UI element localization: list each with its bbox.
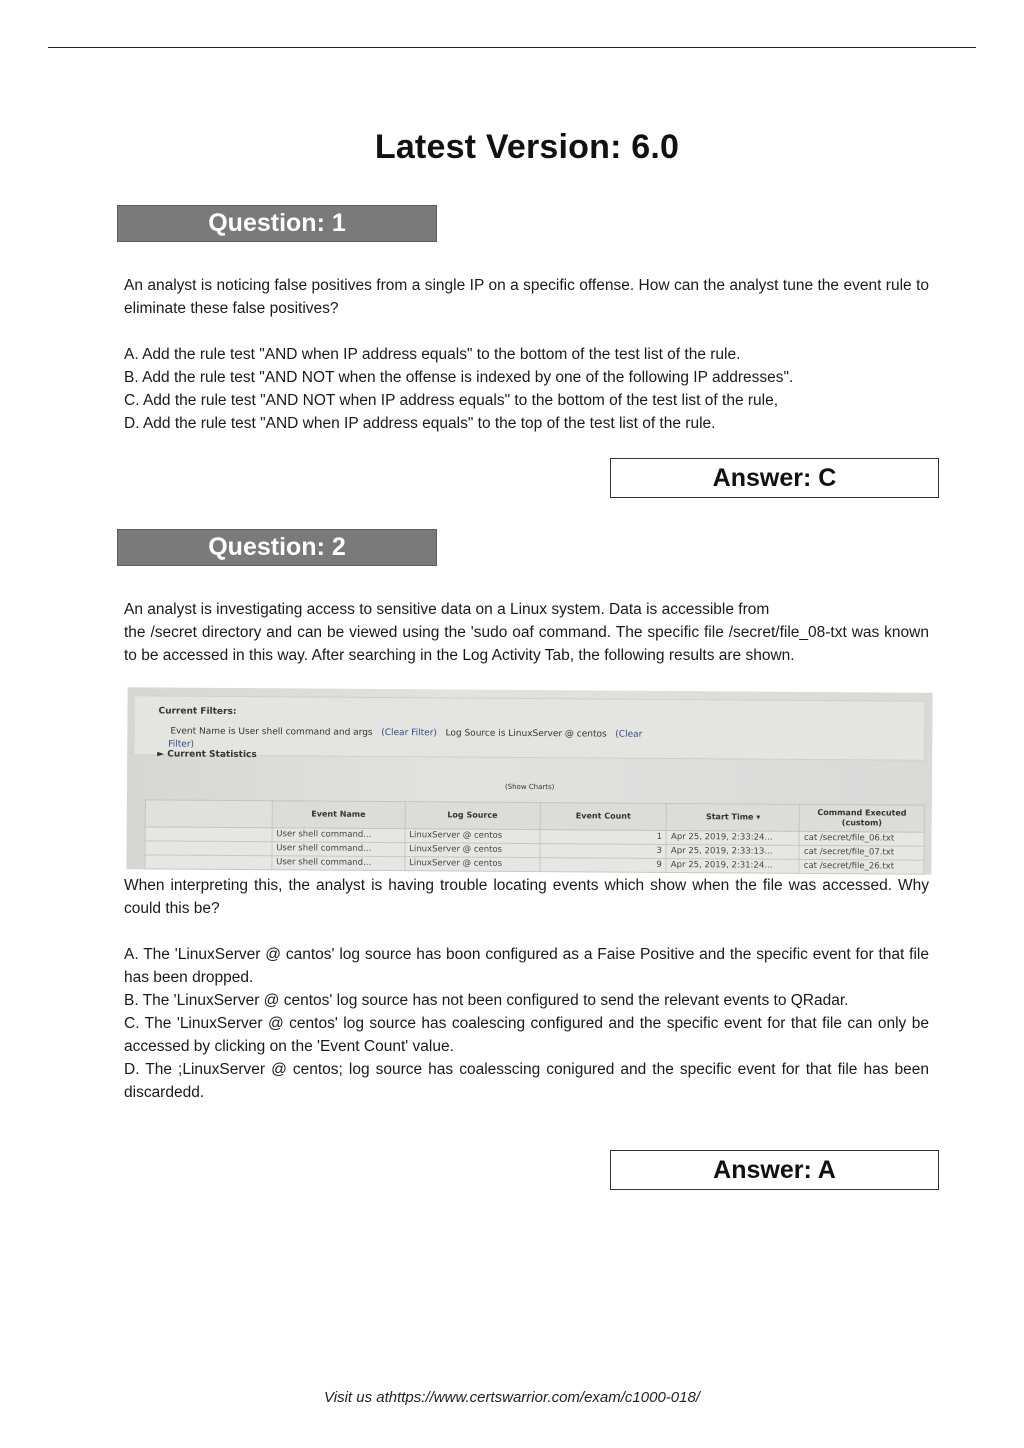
question-1-option-c: C. Add the rule test "AND NOT when IP address equals" to the bottom of the test list of the rule, bbox=[124, 392, 779, 409]
table-cell-event-name: User shell command... bbox=[272, 828, 405, 843]
table-cell-log-source: LinuxServer @ centos bbox=[405, 843, 540, 858]
filter-log-source: Log Source is LinuxServer @ centos bbox=[445, 728, 607, 740]
table-cell-command: cat /secret/file_07.txt bbox=[799, 845, 924, 860]
table-header-event-count: Event Count bbox=[540, 803, 667, 831]
header-rule bbox=[48, 47, 976, 48]
table-cell-command: cat /secret/file_06.txt bbox=[799, 831, 924, 846]
show-charts-link: (Show Charts) bbox=[504, 782, 555, 792]
question-2-answer: Answer: A bbox=[610, 1150, 939, 1190]
filter-line bbox=[170, 726, 642, 739]
table-cell-blank bbox=[145, 827, 272, 842]
question-1-stem: An analyst is noticing false positives from a single IP on a specific offense. How can the analyst tune the event rule to eliminate these false positives? bbox=[124, 277, 929, 317]
clear-filter-link-2: (Clear bbox=[615, 729, 643, 740]
clear-filter-link-2-cont: Filter) bbox=[168, 739, 195, 750]
filter-event-name: Event Name is User shell command and args bbox=[170, 726, 373, 738]
table-cell-event-count: 1 bbox=[540, 830, 667, 845]
table-cell-log-source: LinuxServer @ centos bbox=[405, 829, 540, 844]
question-2-option-a: A. The 'LinuxServer @ cantos' log source has boon configured as a Faise Positive and the specific event for that file has been dropped. bbox=[124, 946, 929, 986]
question-1-header: Question: 1 bbox=[117, 205, 437, 242]
question-2-followup: When interpreting this, the analyst is having trouble locating events which show when the file was accessed. Why could this be? bbox=[124, 877, 929, 917]
clear-filter-link-1: (Clear Filter) bbox=[381, 727, 437, 739]
table-cell-start-time: Apr 25, 2019, 2:31:24... bbox=[666, 858, 799, 873]
table-cell-event-count: 3 bbox=[540, 844, 667, 859]
table-header-log-source: Log Source bbox=[405, 802, 540, 830]
question-1-option-d: D. Add the rule test "AND when IP address equals" to the top of the test list of the rule. bbox=[124, 415, 716, 432]
question-2-body bbox=[124, 874, 929, 1104]
table-cell-event-count: 9 bbox=[540, 858, 667, 873]
log-activity-screenshot bbox=[126, 687, 932, 875]
table-header-blank bbox=[145, 800, 272, 828]
current-statistics-toggle: ► Current Statistics bbox=[157, 749, 257, 761]
table-cell-start-time: Apr 25, 2019, 2:33:24... bbox=[666, 830, 799, 845]
footer-link[interactable]: Visit us athttps://www.certswarrior.com/exam/c1000-018/ bbox=[324, 1389, 700, 1406]
page-title: Latest Version: 6.0 bbox=[374, 128, 680, 166]
question-2-stem-line-2: the /secret directory and can be viewed using the 'sudo oaf command. The specific file /secret/file_08-txt was known to be accessed in this way. After searching in the Log Activity Tab, the following results are shown. bbox=[124, 624, 929, 664]
question-1-answer: Answer: C bbox=[610, 458, 939, 498]
current-filters-title: Current Filters: bbox=[158, 706, 237, 717]
table-cell-command: cat /secret/file_26.txt bbox=[799, 859, 924, 874]
table-cell-log-source: LinuxServer @ centos bbox=[405, 857, 540, 872]
results-table bbox=[144, 799, 924, 874]
table-cell-event-name: User shell command... bbox=[272, 856, 405, 871]
question-2-option-c: C. The 'LinuxServer @ centos' log source has coalescing configured and the specific event for that file can only be accessed by clicking on the 'Event Count' value. bbox=[124, 1015, 929, 1055]
question-2-option-b: B. The 'LinuxServer @ centos' log source has not been configured to send the relevant events to QRadar. bbox=[124, 992, 849, 1009]
question-1-option-a: A. Add the rule test "AND when IP address equals" to the bottom of the test list of the rule. bbox=[124, 346, 741, 363]
question-2-option-d: D. The ;LinuxServer @ centos; log source has coalesscing conigured and the specific event for that file has been discardedd. bbox=[124, 1061, 929, 1101]
table-header-start-time: Start Time ▾ bbox=[667, 803, 800, 831]
table-cell-start-time: Apr 25, 2019, 2:33:13... bbox=[666, 844, 799, 859]
table-header-command-executed: Command Executed (custom) bbox=[800, 804, 925, 832]
table-header-event-name: Event Name bbox=[272, 801, 405, 829]
question-1-body bbox=[124, 274, 929, 435]
question-2-stem-line-1: An analyst is investigating access to sensitive data on a Linux system. Data is accessible from bbox=[124, 601, 770, 618]
table-cell-event-name: User shell command... bbox=[272, 842, 405, 857]
question-2-header: Question: 2 bbox=[117, 529, 437, 566]
question-2-stem bbox=[124, 598, 929, 667]
table-cell-blank bbox=[145, 841, 272, 856]
table-cell-blank bbox=[145, 855, 272, 870]
question-1-option-b: B. Add the rule test "AND NOT when the offense is indexed by one of the following IP addresses". bbox=[124, 369, 794, 386]
